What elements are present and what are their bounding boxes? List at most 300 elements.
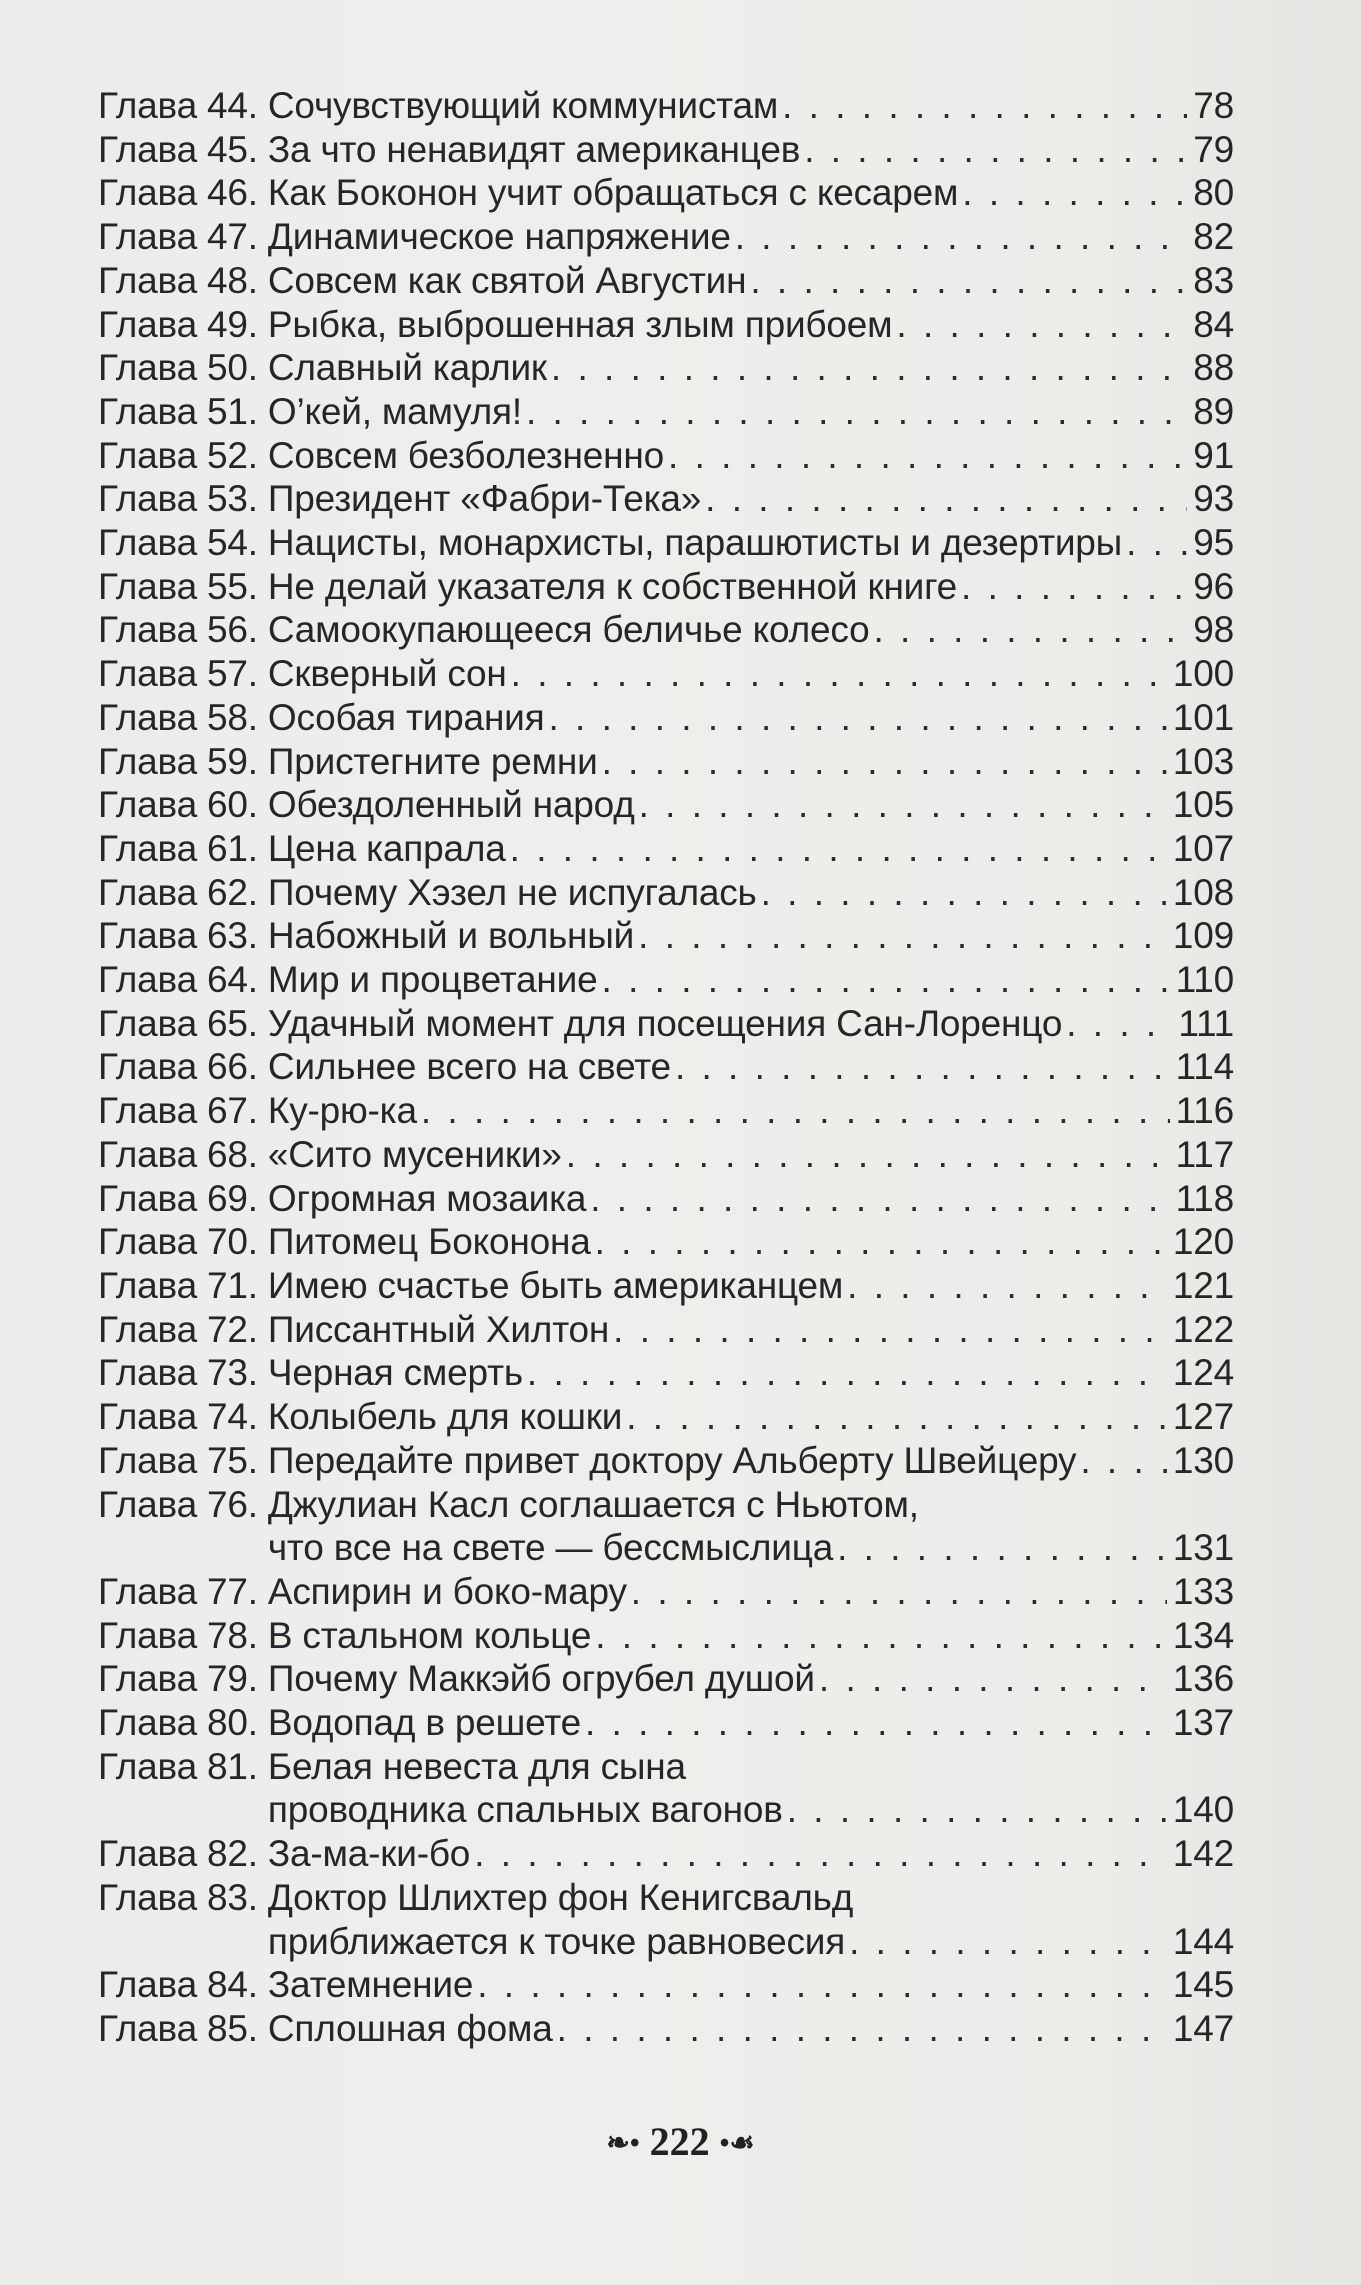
toc-entry bbox=[98, 1220, 1234, 1264]
dot-leader bbox=[470, 1832, 1167, 1876]
dot-leader bbox=[544, 696, 1166, 740]
chapter-number: Глава 44. bbox=[98, 85, 258, 126]
chapter-number: Глава 58. bbox=[98, 696, 258, 738]
chapter-title-line bbox=[268, 259, 1234, 303]
chapter-number: Глава 83. bbox=[98, 1876, 258, 1918]
toc-entry bbox=[98, 1308, 1234, 1352]
chapter-title: Ку-рю-ка bbox=[267, 1090, 417, 1132]
chapter-title: Передайте привет доктору Альберту Швейцеру bbox=[267, 1439, 1077, 1481]
chapter-number: Глава 84. bbox=[98, 1964, 258, 2006]
chapter-title-line: Доктор Шлихтер фон Кенигсвальд bbox=[267, 1876, 854, 1918]
chapter-number: Глава 65. bbox=[98, 1002, 258, 1044]
chapter-title: Пристегните ремни bbox=[267, 740, 598, 782]
toc-entry bbox=[98, 1395, 1234, 1439]
toc-entry bbox=[98, 827, 1234, 871]
chapter-title-block bbox=[268, 783, 1234, 827]
chapter-number: Глава 45. bbox=[98, 128, 258, 170]
chapter-title-line bbox=[268, 1701, 1234, 1745]
chapter-title-line bbox=[268, 1264, 1234, 1308]
chapter-title-block bbox=[268, 1483, 1234, 1570]
chapter-title-block bbox=[268, 652, 1234, 696]
chapter-title: Мир и процветание bbox=[267, 959, 598, 1001]
dot-leader bbox=[958, 171, 1187, 215]
chapter-title: Питомец Боконона bbox=[267, 1221, 591, 1263]
chapter-title: Цена капрала bbox=[267, 827, 506, 869]
chapter-title: Имею счастье быть американцем bbox=[267, 1264, 844, 1306]
dot-leader bbox=[609, 1308, 1167, 1352]
chapter-page-number: 133 bbox=[1172, 1570, 1234, 1612]
chapter-page-number: 91 bbox=[1193, 434, 1234, 476]
chapter-number: Глава 52. bbox=[98, 434, 258, 476]
dot-leader bbox=[522, 390, 1187, 434]
chapter-page-number: 105 bbox=[1172, 784, 1234, 826]
dot-leader bbox=[622, 1395, 1167, 1439]
chapter-title-line bbox=[268, 346, 1234, 390]
dot-leader bbox=[701, 477, 1187, 521]
chapter-title-line bbox=[268, 1657, 1234, 1701]
chapter-page-number: 140 bbox=[1172, 1789, 1234, 1831]
dot-leader bbox=[778, 84, 1187, 128]
chapter-title-block bbox=[268, 1745, 1234, 1832]
chapter-title-line: Джулиан Касл соглашается с Ньютом, bbox=[267, 1483, 919, 1525]
chapter-title: Совсем безболезненно bbox=[267, 434, 665, 476]
chapter-number: Глава 49. bbox=[98, 303, 258, 345]
toc-entry bbox=[98, 2007, 1234, 2051]
chapter-number: Глава 60. bbox=[98, 784, 258, 826]
chapter-title-block bbox=[268, 1832, 1234, 1876]
chapter-title-block bbox=[268, 84, 1234, 128]
chapter-title: Черная смерть bbox=[267, 1352, 523, 1394]
chapter-number: Глава 76. bbox=[98, 1483, 258, 1525]
toc-entry bbox=[98, 1177, 1234, 1221]
dot-leader bbox=[635, 783, 1167, 827]
toc-entry bbox=[98, 1745, 1234, 1832]
chapter-page-number: 79 bbox=[1193, 128, 1234, 170]
dot-leader bbox=[1076, 1439, 1167, 1483]
toc-entry bbox=[98, 1570, 1234, 1614]
chapter-title-line bbox=[268, 390, 1234, 434]
chapter-number: Глава 48. bbox=[98, 259, 258, 301]
toc-entry bbox=[98, 346, 1234, 390]
chapter-title-line bbox=[268, 1614, 1234, 1658]
toc-entry bbox=[98, 608, 1234, 652]
chapter-number: Глава 62. bbox=[98, 871, 258, 913]
chapter-title-block bbox=[268, 1308, 1234, 1352]
chapter-number: Глава 47. bbox=[98, 216, 258, 258]
chapter-title: Почему Хэзел не испугалась bbox=[267, 871, 757, 913]
toc-entry bbox=[98, 914, 1234, 958]
chapter-number: Глава 50. bbox=[98, 347, 258, 389]
chapter-number: Глава 74. bbox=[98, 1396, 258, 1438]
toc-entry bbox=[98, 871, 1234, 915]
toc-entry bbox=[98, 1089, 1234, 1133]
chapter-number: Глава 85. bbox=[98, 2007, 258, 2049]
chapter-title-block bbox=[268, 1614, 1234, 1658]
toc-entry bbox=[98, 1963, 1234, 2007]
chapter-title: Аспирин и боко-мару bbox=[267, 1570, 627, 1612]
chapter-title-line bbox=[268, 652, 1234, 696]
dot-leader bbox=[417, 1089, 1170, 1133]
chapter-title: Не делай указателя к собственной книге bbox=[267, 565, 958, 607]
dot-leader bbox=[957, 565, 1187, 609]
chapter-page-number: 89 bbox=[1193, 390, 1234, 432]
chapter-title: Затемнение bbox=[267, 1964, 474, 2006]
toc-entry bbox=[98, 1876, 1234, 1963]
toc-entry bbox=[98, 958, 1234, 1002]
chapter-page-number: 124 bbox=[1172, 1352, 1234, 1394]
dot-leader bbox=[1122, 521, 1187, 565]
chapter-title-block bbox=[268, 2007, 1234, 2051]
dot-leader bbox=[591, 1614, 1167, 1658]
dot-leader bbox=[843, 1264, 1167, 1308]
toc-entry bbox=[98, 128, 1234, 172]
toc-entry bbox=[98, 565, 1234, 609]
dot-leader bbox=[664, 434, 1187, 478]
dot-leader bbox=[800, 128, 1187, 172]
chapter-title-block bbox=[268, 827, 1234, 871]
chapter-page-number: 136 bbox=[1172, 1658, 1234, 1700]
chapter-title: Огромная мозаика bbox=[267, 1177, 587, 1219]
chapter-title: Сильнее всего на свете bbox=[267, 1046, 671, 1088]
dot-leader bbox=[869, 608, 1187, 652]
dot-leader bbox=[757, 871, 1167, 915]
chapter-page-number: 96 bbox=[1193, 565, 1234, 607]
toc-entry bbox=[98, 1701, 1234, 1745]
chapter-title-line bbox=[268, 1832, 1234, 1876]
dot-leader bbox=[845, 1920, 1167, 1964]
page-folio bbox=[0, 2118, 1361, 2165]
chapter-title: Колыбель для кошки bbox=[267, 1396, 623, 1438]
chapter-page-number: 95 bbox=[1193, 522, 1234, 564]
chapter-title-block bbox=[268, 171, 1234, 215]
chapter-title-line bbox=[268, 1439, 1234, 1483]
chapter-title-line bbox=[268, 2007, 1234, 2051]
chapter-title: Нацисты, монархисты, парашютисты и дезертиры bbox=[267, 522, 1123, 564]
chapter-number: Глава 53. bbox=[98, 478, 258, 520]
dot-leader bbox=[892, 303, 1187, 347]
toc-entry bbox=[98, 1133, 1234, 1177]
chapter-title-block bbox=[268, 608, 1234, 652]
chapter-title-line bbox=[268, 303, 1234, 347]
chapter-number: Глава 79. bbox=[98, 1658, 258, 1700]
page-number: 222 bbox=[649, 2119, 710, 2164]
table-of-contents bbox=[98, 84, 1234, 2051]
chapter-title-line bbox=[268, 827, 1234, 871]
chapter-page-number: 131 bbox=[1172, 1527, 1234, 1569]
right-ornament-icon: •☙ bbox=[719, 2127, 755, 2159]
chapter-title-block bbox=[268, 1395, 1234, 1439]
toc-entry bbox=[98, 1657, 1234, 1701]
chapter-title-line bbox=[268, 914, 1234, 958]
chapter-title-line bbox=[268, 1570, 1234, 1614]
toc-entry bbox=[98, 84, 1234, 128]
chapter-title: В стальном кольце bbox=[267, 1614, 592, 1656]
toc-entry bbox=[98, 783, 1234, 827]
chapter-number: Глава 66. bbox=[98, 1046, 258, 1088]
chapter-title: Почему Маккэйб огрубел душой bbox=[267, 1658, 815, 1700]
chapter-title-block bbox=[268, 259, 1234, 303]
chapter-title-block bbox=[268, 477, 1234, 521]
chapter-title: Набожный и вольный bbox=[267, 915, 635, 957]
chapter-title-block bbox=[268, 1570, 1234, 1614]
chapter-title: Скверный сон bbox=[267, 653, 507, 695]
dot-leader bbox=[598, 740, 1167, 784]
chapter-title: О’кей, мамуля! bbox=[267, 390, 522, 432]
dot-leader bbox=[591, 1220, 1167, 1264]
chapter-title-block bbox=[268, 1876, 1234, 1963]
chapter-page-number: 127 bbox=[1172, 1396, 1234, 1438]
chapter-page-number: 147 bbox=[1172, 2007, 1234, 2049]
chapter-title: За-ма-ки-бо bbox=[267, 1833, 471, 1875]
chapter-title-block bbox=[268, 696, 1234, 740]
chapter-page-number: 145 bbox=[1172, 1964, 1234, 2006]
chapter-number: Глава 73. bbox=[98, 1352, 258, 1394]
chapter-title: Водопад в решете bbox=[267, 1702, 581, 1744]
chapter-title-block bbox=[268, 303, 1234, 347]
dot-leader bbox=[815, 1657, 1167, 1701]
toc-entry bbox=[98, 740, 1234, 784]
chapter-page-number: 109 bbox=[1172, 915, 1234, 957]
chapter-number: Глава 55. bbox=[98, 565, 258, 607]
chapter-title-line bbox=[268, 521, 1234, 565]
chapter-title-block bbox=[268, 1439, 1234, 1483]
dot-leader bbox=[553, 2007, 1167, 2051]
chapter-number: Глава 56. bbox=[98, 609, 258, 651]
toc-entry bbox=[98, 1483, 1234, 1570]
chapter-title-line bbox=[268, 871, 1234, 915]
chapter-number: Глава 59. bbox=[98, 740, 258, 782]
chapter-page-number: 93 bbox=[1193, 478, 1234, 520]
toc-entry bbox=[98, 171, 1234, 215]
chapter-page-number: 114 bbox=[1175, 1046, 1234, 1088]
chapter-number: Глава 75. bbox=[98, 1439, 258, 1481]
chapter-title-line bbox=[268, 1045, 1234, 1089]
chapter-number: Глава 46. bbox=[98, 172, 258, 214]
toc-entry bbox=[98, 1832, 1234, 1876]
chapter-page-number: 103 bbox=[1172, 740, 1234, 782]
chapter-title-block bbox=[268, 1220, 1234, 1264]
chapter-number: Глава 69. bbox=[98, 1177, 258, 1219]
chapter-title: Совсем как святой Августин bbox=[267, 259, 747, 301]
chapter-page-number: 84 bbox=[1193, 303, 1234, 345]
chapter-page-number: 121 bbox=[1172, 1264, 1234, 1306]
dot-leader bbox=[581, 1701, 1167, 1745]
chapter-number: Глава 51. bbox=[98, 390, 258, 432]
dot-leader bbox=[507, 652, 1167, 696]
chapter-number: Глава 63. bbox=[98, 915, 258, 957]
chapter-page-number: 98 bbox=[1193, 609, 1234, 651]
chapter-title-line bbox=[268, 783, 1234, 827]
chapter-page-number: 118 bbox=[1175, 1177, 1234, 1219]
chapter-title: Динамическое напряжение bbox=[267, 216, 731, 258]
toc-entry bbox=[98, 477, 1234, 521]
chapter-title-block bbox=[268, 1045, 1234, 1089]
chapter-page-number: 83 bbox=[1193, 259, 1234, 301]
dot-leader bbox=[586, 1177, 1169, 1221]
chapter-page-number: 108 bbox=[1172, 871, 1234, 913]
dot-leader bbox=[523, 1351, 1167, 1395]
chapter-title-block bbox=[268, 565, 1234, 609]
chapter-page-number: 100 bbox=[1172, 653, 1234, 695]
chapter-title-line bbox=[268, 1526, 1234, 1570]
dot-leader bbox=[598, 958, 1170, 1002]
chapter-title-line bbox=[268, 215, 1234, 259]
chapter-page-number: 111 bbox=[1178, 1002, 1234, 1044]
chapter-title-block bbox=[268, 1351, 1234, 1395]
chapter-page-number: 101 bbox=[1172, 696, 1234, 738]
chapter-title-line bbox=[268, 1133, 1234, 1177]
toc-entry bbox=[98, 521, 1234, 565]
chapter-title-block bbox=[268, 1264, 1234, 1308]
chapter-title-line bbox=[268, 1788, 1234, 1832]
chapter-title: Удачный момент для посещения Сан-Лоренцо bbox=[267, 1002, 1063, 1044]
chapter-title: приближается к точке равновесия bbox=[267, 1920, 846, 1962]
chapter-title: Самоокупающееся беличье колесо bbox=[267, 609, 870, 651]
chapter-title: Славный карлик bbox=[267, 347, 547, 389]
chapter-title-block bbox=[268, 521, 1234, 565]
dot-leader bbox=[833, 1526, 1167, 1570]
toc-entry bbox=[98, 390, 1234, 434]
chapter-page-number: 88 bbox=[1193, 347, 1234, 389]
chapter-title-block bbox=[268, 1002, 1234, 1046]
chapter-title-block bbox=[268, 871, 1234, 915]
dot-leader bbox=[547, 346, 1187, 390]
toc-entry bbox=[98, 1439, 1234, 1483]
toc-entry bbox=[98, 1002, 1234, 1046]
chapter-title: Рыбка, выброшенная злым прибоем bbox=[267, 303, 893, 345]
chapter-title-block bbox=[268, 128, 1234, 172]
toc-entry bbox=[98, 696, 1234, 740]
chapter-title: Сочувствующий коммунистам bbox=[267, 85, 779, 126]
chapter-page-number: 117 bbox=[1175, 1133, 1234, 1175]
chapter-title-block bbox=[268, 958, 1234, 1002]
chapter-title-block bbox=[268, 215, 1234, 259]
chapter-title: За что ненавидят американцев bbox=[267, 128, 801, 170]
dot-leader bbox=[671, 1045, 1170, 1089]
chapter-page-number: 144 bbox=[1172, 1920, 1234, 1962]
chapter-title-block bbox=[268, 1963, 1234, 2007]
chapter-title-line bbox=[268, 1963, 1234, 2007]
chapter-page-number: 82 bbox=[1193, 216, 1234, 258]
chapter-page-number: 120 bbox=[1172, 1221, 1234, 1263]
chapter-title: Президент «Фабри-Тека» bbox=[267, 478, 702, 520]
toc-entry bbox=[98, 259, 1234, 303]
chapter-page-number: 122 bbox=[1172, 1308, 1234, 1350]
toc-entry bbox=[98, 303, 1234, 347]
chapter-page-number: 134 bbox=[1172, 1614, 1234, 1656]
chapter-title: «Сито мусеники» bbox=[267, 1133, 562, 1175]
chapter-page-number: 110 bbox=[1175, 959, 1234, 1001]
chapter-title-line: Белая невеста для сына bbox=[267, 1745, 686, 1787]
dot-leader bbox=[1062, 1002, 1172, 1046]
chapter-title-block bbox=[268, 740, 1234, 784]
toc-entry bbox=[98, 1614, 1234, 1658]
chapter-title-line bbox=[268, 1177, 1234, 1221]
chapter-title-line bbox=[268, 1920, 1234, 1964]
chapter-title-line bbox=[268, 696, 1234, 740]
chapter-page-number: 107 bbox=[1172, 827, 1234, 869]
toc-entry bbox=[98, 652, 1234, 696]
chapter-number: Глава 78. bbox=[98, 1614, 258, 1656]
chapter-title: Писсантный Хилтон bbox=[267, 1308, 610, 1350]
chapter-title-line bbox=[268, 608, 1234, 652]
chapter-title: Как Боконон учит обращаться с кесарем bbox=[267, 172, 959, 214]
chapter-number: Глава 82. bbox=[98, 1833, 258, 1875]
chapter-page-number: 116 bbox=[1175, 1090, 1234, 1132]
dot-leader bbox=[627, 1570, 1167, 1614]
chapter-title-line bbox=[268, 1308, 1234, 1352]
chapter-number: Глава 72. bbox=[98, 1308, 258, 1350]
chapter-title-line bbox=[268, 477, 1234, 521]
chapter-title: что все на свете — бессмыслица bbox=[267, 1527, 834, 1569]
chapter-title-block bbox=[268, 434, 1234, 478]
chapter-title: Обездоленный народ bbox=[267, 784, 635, 826]
dot-leader bbox=[634, 914, 1167, 958]
chapter-title-line bbox=[268, 740, 1234, 784]
chapter-title: Сплошная фома bbox=[267, 2007, 553, 2049]
chapter-number: Глава 68. bbox=[98, 1133, 258, 1175]
chapter-title-line bbox=[268, 84, 1234, 128]
chapter-number: Глава 54. bbox=[98, 522, 258, 564]
chapter-page-number: 130 bbox=[1172, 1439, 1234, 1481]
toc-entry bbox=[98, 434, 1234, 478]
chapter-title: проводника спальных вагонов bbox=[267, 1789, 783, 1831]
chapter-page-number: 78 bbox=[1193, 85, 1234, 126]
dot-leader bbox=[783, 1788, 1167, 1832]
toc-entry bbox=[98, 1045, 1234, 1089]
chapter-title-line bbox=[268, 1089, 1234, 1133]
chapter-title-block bbox=[268, 1657, 1234, 1701]
chapter-title-line bbox=[268, 1220, 1234, 1264]
chapter-title-line bbox=[268, 434, 1234, 478]
chapter-title-line bbox=[268, 128, 1234, 172]
chapter-title-line bbox=[268, 1002, 1234, 1046]
chapter-title: Особая тирания bbox=[267, 696, 545, 738]
chapter-number: Глава 80. bbox=[98, 1702, 258, 1744]
toc-entry bbox=[98, 1264, 1234, 1308]
chapter-title-block bbox=[268, 914, 1234, 958]
chapter-title-line bbox=[268, 958, 1234, 1002]
chapter-title-block bbox=[268, 390, 1234, 434]
chapter-title-block bbox=[268, 1133, 1234, 1177]
chapter-title-line bbox=[268, 1351, 1234, 1395]
chapter-title-line bbox=[268, 171, 1234, 215]
chapter-page-number: 80 bbox=[1193, 172, 1234, 214]
chapter-number: Глава 61. bbox=[98, 827, 258, 869]
chapter-number: Глава 64. bbox=[98, 959, 258, 1001]
dot-leader bbox=[746, 259, 1187, 303]
dot-leader bbox=[562, 1133, 1170, 1177]
chapter-number: Глава 70. bbox=[98, 1221, 258, 1263]
chapter-title-line bbox=[268, 565, 1234, 609]
chapter-title-line bbox=[268, 1395, 1234, 1439]
toc-entry bbox=[98, 1351, 1234, 1395]
chapter-title-block bbox=[268, 1089, 1234, 1133]
chapter-title-block bbox=[268, 1177, 1234, 1221]
dot-leader bbox=[731, 215, 1187, 259]
chapter-title-block bbox=[268, 1701, 1234, 1745]
chapter-page-number: 142 bbox=[1172, 1833, 1234, 1875]
dot-leader bbox=[473, 1963, 1167, 2007]
toc-entry bbox=[98, 215, 1234, 259]
left-ornament-icon: ❧• bbox=[606, 2127, 640, 2159]
chapter-number: Глава 81. bbox=[98, 1745, 258, 1787]
chapter-number: Глава 57. bbox=[98, 653, 258, 695]
chapter-number: Глава 77. bbox=[98, 1570, 258, 1612]
chapter-title-block bbox=[268, 346, 1234, 390]
chapter-number: Глава 67. bbox=[98, 1090, 258, 1132]
chapter-number: Глава 71. bbox=[98, 1264, 258, 1306]
